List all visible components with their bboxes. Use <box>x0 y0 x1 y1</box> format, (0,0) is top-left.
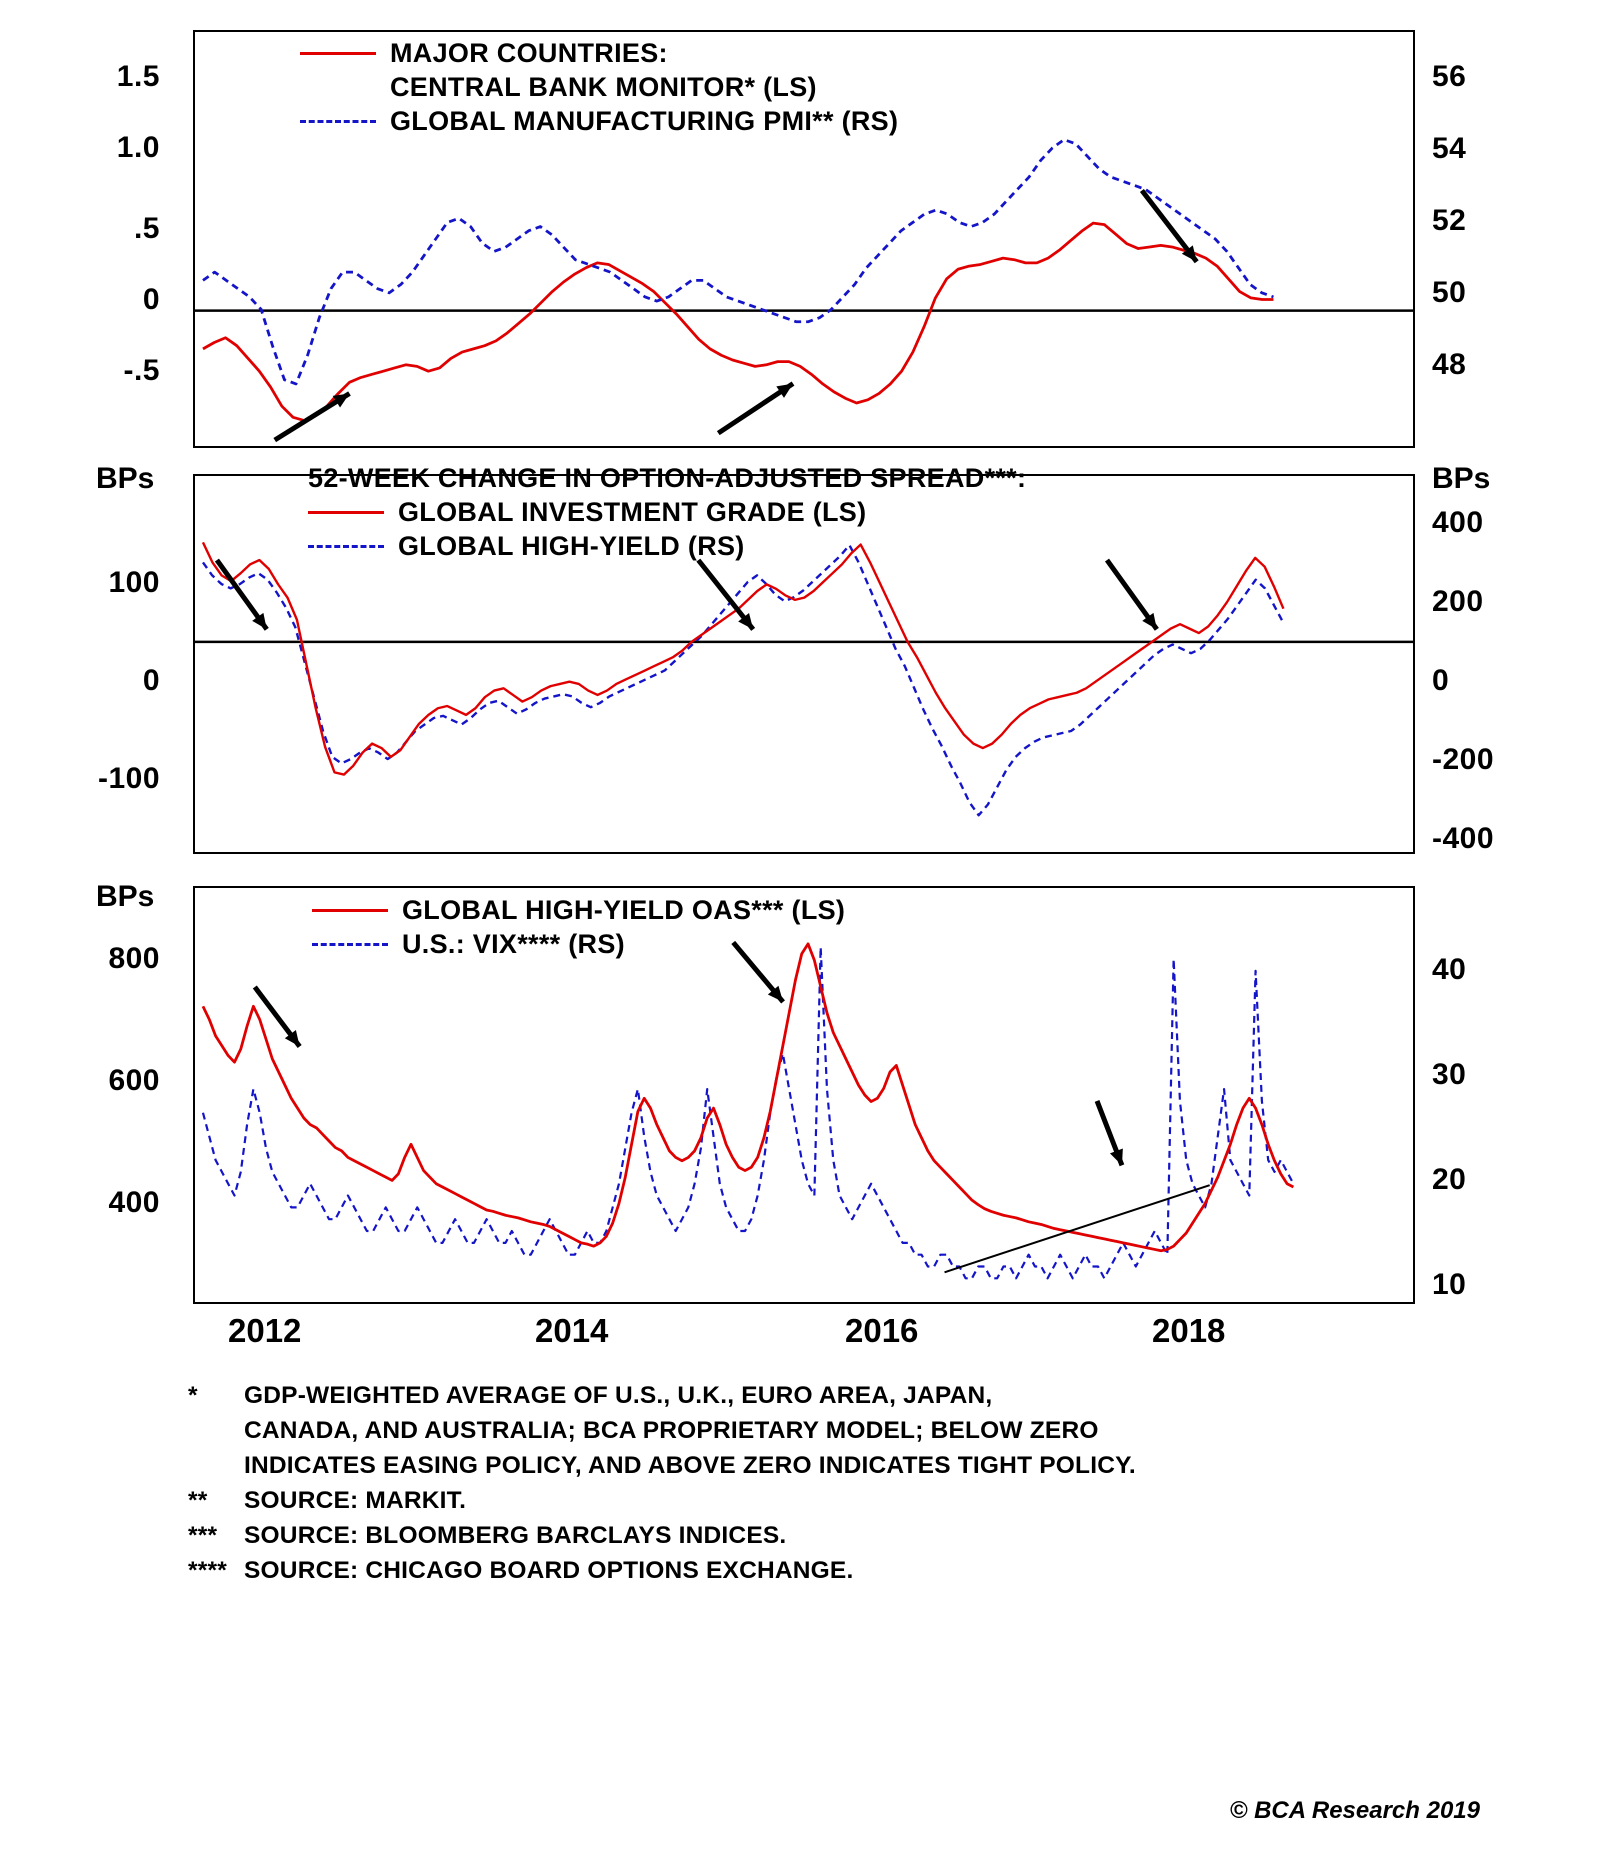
p3-ytick-3: 400 <box>108 1186 160 1219</box>
legend-label-major-countries: MAJOR COUNTRIES: <box>390 38 668 68</box>
footnote-mark: *** <box>188 1522 218 1549</box>
p1-ytick-4: 0 <box>142 283 160 316</box>
legend-swatch-red <box>300 52 376 55</box>
p3-ytick-1: 800 <box>108 942 160 975</box>
p2-ytick-r5: -400 <box>1432 822 1495 855</box>
footnote-row <box>188 1413 1136 1448</box>
p1-ytick-r5: 48 <box>1432 348 1467 381</box>
p2-ytick-r4: -200 <box>1432 743 1495 776</box>
xtick-2014: 2014 <box>535 1312 609 1349</box>
p2-ytick-1: 100 <box>108 566 160 599</box>
footnote-text: GDP-WEIGHTED AVERAGE OF U.S., U.K., EURO AREA, JAPAN, <box>244 1382 993 1409</box>
legend-label-global-ig: GLOBAL INVESTMENT GRADE (LS) <box>398 497 867 527</box>
footnote-mark <box>188 1413 244 1448</box>
legend-label-vix: U.S.: VIX**** (RS) <box>402 929 625 959</box>
legend-row-hy-oas <box>312 893 845 927</box>
legend-row-vix <box>312 927 845 961</box>
legend-label-global-pmi: GLOBAL MANUFACTURING PMI** (RS) <box>390 106 899 136</box>
panel3-legend <box>312 893 845 961</box>
legend-row-pmi <box>300 104 898 138</box>
footnote-mark <box>188 1448 244 1483</box>
p2-right-unit: BPs <box>1432 462 1491 495</box>
xtick-2012: 2012 <box>228 1312 302 1349</box>
legend-row-title <box>300 36 898 70</box>
panel1-legend <box>300 36 898 138</box>
xtick-2018: 2018 <box>1152 1312 1226 1349</box>
footnote-row <box>188 1553 1136 1588</box>
p2-left-unit: BPs <box>96 462 155 495</box>
footnotes <box>188 1378 1136 1588</box>
footnote-text: INDICATES EASING POLICY, AND ABOVE ZERO INDICATES TIGHT POLICY. <box>244 1452 1136 1479</box>
p2-ytick-3: -100 <box>97 762 160 795</box>
copyright: © BCA Research 2019 <box>1229 1797 1480 1824</box>
legend-label-central-bank-monitor: CENTRAL BANK MONITOR* (LS) <box>390 72 817 102</box>
x-axis-labels <box>0 1312 1600 1362</box>
panel2-legend <box>308 461 1026 563</box>
footnote-text: SOURCE: MARKIT. <box>244 1487 467 1514</box>
p1-ytick-r3: 52 <box>1432 204 1467 237</box>
legend-swatch-blue-dashed <box>300 120 376 123</box>
legend-label-hy-oas: GLOBAL HIGH-YIELD OAS*** (LS) <box>402 895 846 925</box>
footnote-text: SOURCE: CHICAGO BOARD OPTIONS EXCHANGE. <box>244 1557 854 1584</box>
legend-row-oas-title <box>308 461 1026 495</box>
footnote-row <box>188 1378 1136 1413</box>
footnote-mark: * <box>188 1382 198 1409</box>
p3-ytick-r2: 30 <box>1432 1058 1467 1091</box>
legend-row-cbm <box>300 70 898 104</box>
p1-ytick-2: 1.0 <box>116 131 160 164</box>
footnote-row <box>188 1483 1136 1518</box>
p1-ytick-r4: 50 <box>1432 276 1467 309</box>
legend-swatch-blue-dashed <box>308 545 384 548</box>
footnote-row <box>188 1448 1136 1483</box>
p2-ytick-2: 0 <box>142 664 160 697</box>
p3-ytick-2: 600 <box>108 1064 160 1097</box>
p3-ytick-r1: 40 <box>1432 953 1467 986</box>
footnote-text: CANADA, AND AUSTRALIA; BCA PROPRIETARY MODEL; BELOW ZERO <box>244 1417 1099 1444</box>
footnote-mark: ** <box>188 1487 208 1514</box>
p3-left-unit: BPs <box>96 880 155 913</box>
p2-ytick-r2: 200 <box>1432 585 1484 618</box>
footnote-row <box>188 1518 1136 1553</box>
footnote-mark: **** <box>188 1557 227 1584</box>
footnote-text: SOURCE: BLOOMBERG BARCLAYS INDICES. <box>244 1522 787 1549</box>
p3-ytick-r4: 10 <box>1432 1268 1467 1301</box>
legend-label-global-hy: GLOBAL HIGH-YIELD (RS) <box>398 531 745 561</box>
p1-ytick-r1: 56 <box>1432 60 1467 93</box>
legend-swatch-blue-dashed <box>312 943 388 946</box>
legend-row-hy <box>308 529 1026 563</box>
legend-swatch-red <box>312 909 388 912</box>
p1-ytick-r2: 54 <box>1432 132 1467 165</box>
legend-label-52week-change: 52-WEEK CHANGE IN OPTION-ADJUSTED SPREAD***: <box>308 463 1027 493</box>
xtick-2016: 2016 <box>845 1312 919 1349</box>
p1-ytick-1: 1.5 <box>116 60 160 93</box>
p3-ytick-r3: 20 <box>1432 1163 1467 1196</box>
p2-ytick-r1: 400 <box>1432 506 1484 539</box>
legend-row-ig <box>308 495 1026 529</box>
p2-ytick-r3: 0 <box>1432 664 1450 697</box>
p1-ytick-5: -.5 <box>123 354 160 387</box>
legend-swatch-red <box>308 511 384 514</box>
p1-ytick-3: .5 <box>133 212 160 245</box>
